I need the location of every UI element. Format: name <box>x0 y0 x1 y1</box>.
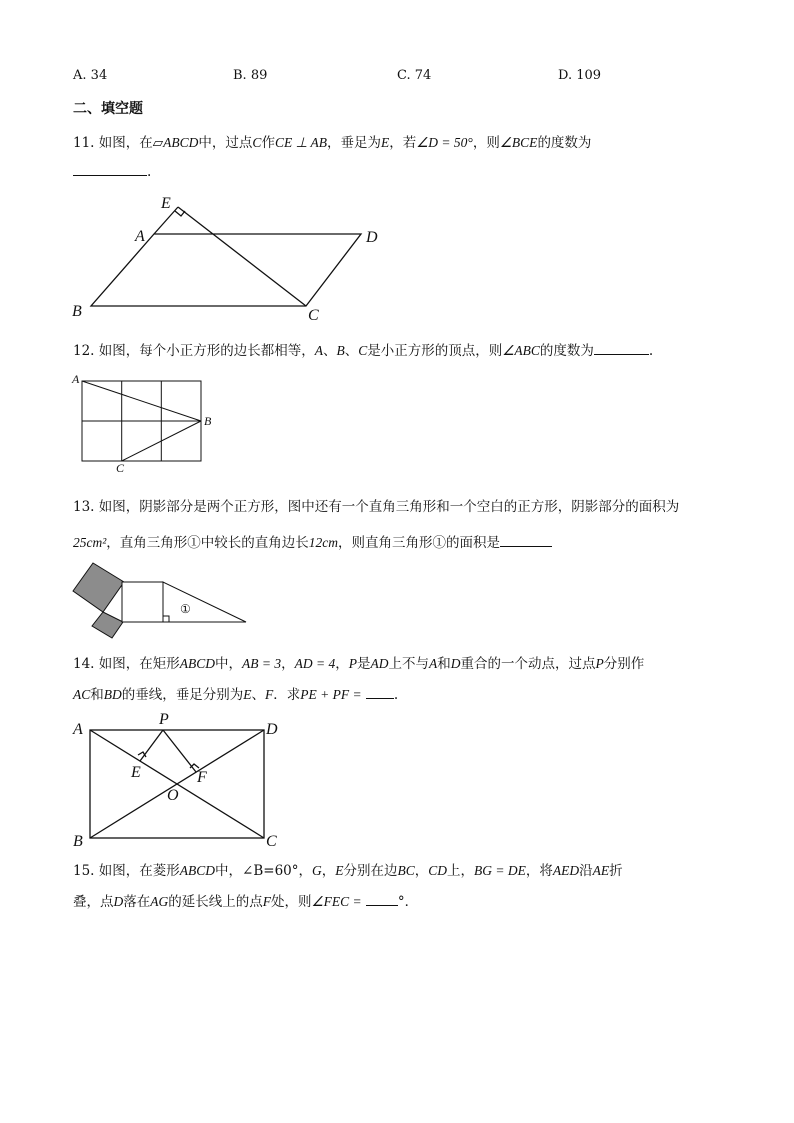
q11-answer-line: . <box>73 163 151 180</box>
q14-line-pf <box>163 730 196 772</box>
q14-label-p: P <box>159 711 169 728</box>
q12-label-c: C <box>116 461 125 475</box>
q12-label-a: A <box>72 372 80 386</box>
q11-text: 11. 如图，在▱ABCD中，过点C作CE ⊥ AB，垂足为E，若∠D = 50°，则∠BCE的度数为 <box>73 135 592 151</box>
q14-label-o: O <box>167 787 179 804</box>
q14-label-a: A <box>73 721 83 738</box>
option-b: B. 89 <box>233 68 268 83</box>
q14-label-c: C <box>266 833 277 850</box>
q11-label-a: A <box>135 228 145 245</box>
q13-text-line2: 25cm²，直角三角形①中较长的直角边长12cm，则直角三角形①的面积是 <box>73 531 552 551</box>
q13-text-line1: 13. 如图，阴影部分是两个正方形，图中还有一个直角三角形和一个空白的正方形，阴影部分的面积为 <box>73 499 680 515</box>
q15-answer-blank[interactable] <box>366 893 398 906</box>
q12-text: 12. 如图，每个小正方形的边长都相等，A、B、C是小正方形的顶点，则∠ABC的度数为 . <box>73 343 654 359</box>
q14-label-b: B <box>73 833 83 850</box>
q12-label-b: B <box>204 414 212 428</box>
q11-label-e: E <box>161 195 171 212</box>
q14-text-line2: AC和BD的垂线，垂足分别为E、F．求PE + PF = . <box>73 687 399 703</box>
q15-text-line2: 叠，点D落在AG的延长线上的点F处，则∠FEC = °． <box>73 894 419 910</box>
q11-label-b: B <box>72 303 82 320</box>
q14-label-e: E <box>131 764 141 781</box>
q14-text-line1: 14. 如图，在矩形ABCD中，AB = 3，AD = 4，P是AD上不与A和D重合的一个动点，过点P分别作 <box>73 656 645 672</box>
q13-circle-label: ① <box>180 602 191 616</box>
q11-label-d: D <box>366 229 378 246</box>
q14-right-angle-f <box>190 764 199 768</box>
q14-label-d: D <box>266 721 278 738</box>
option-a: A. 34 <box>73 68 108 83</box>
q14-label-f: F <box>197 769 207 786</box>
option-d: D. 109 <box>558 68 602 83</box>
q15-text-line1: 15. 如图，在菱形ABCD中，∠B=60°，G，E分别在边BC，CD上，BG = DE，将AED沿AE折 <box>73 863 623 879</box>
q14-line-pe <box>140 730 163 761</box>
q11-label-c: C <box>308 307 319 324</box>
option-c: C. 74 <box>397 68 432 83</box>
q14-right-angle-e <box>138 752 146 757</box>
section-title: 二、填空题 <box>73 101 143 117</box>
